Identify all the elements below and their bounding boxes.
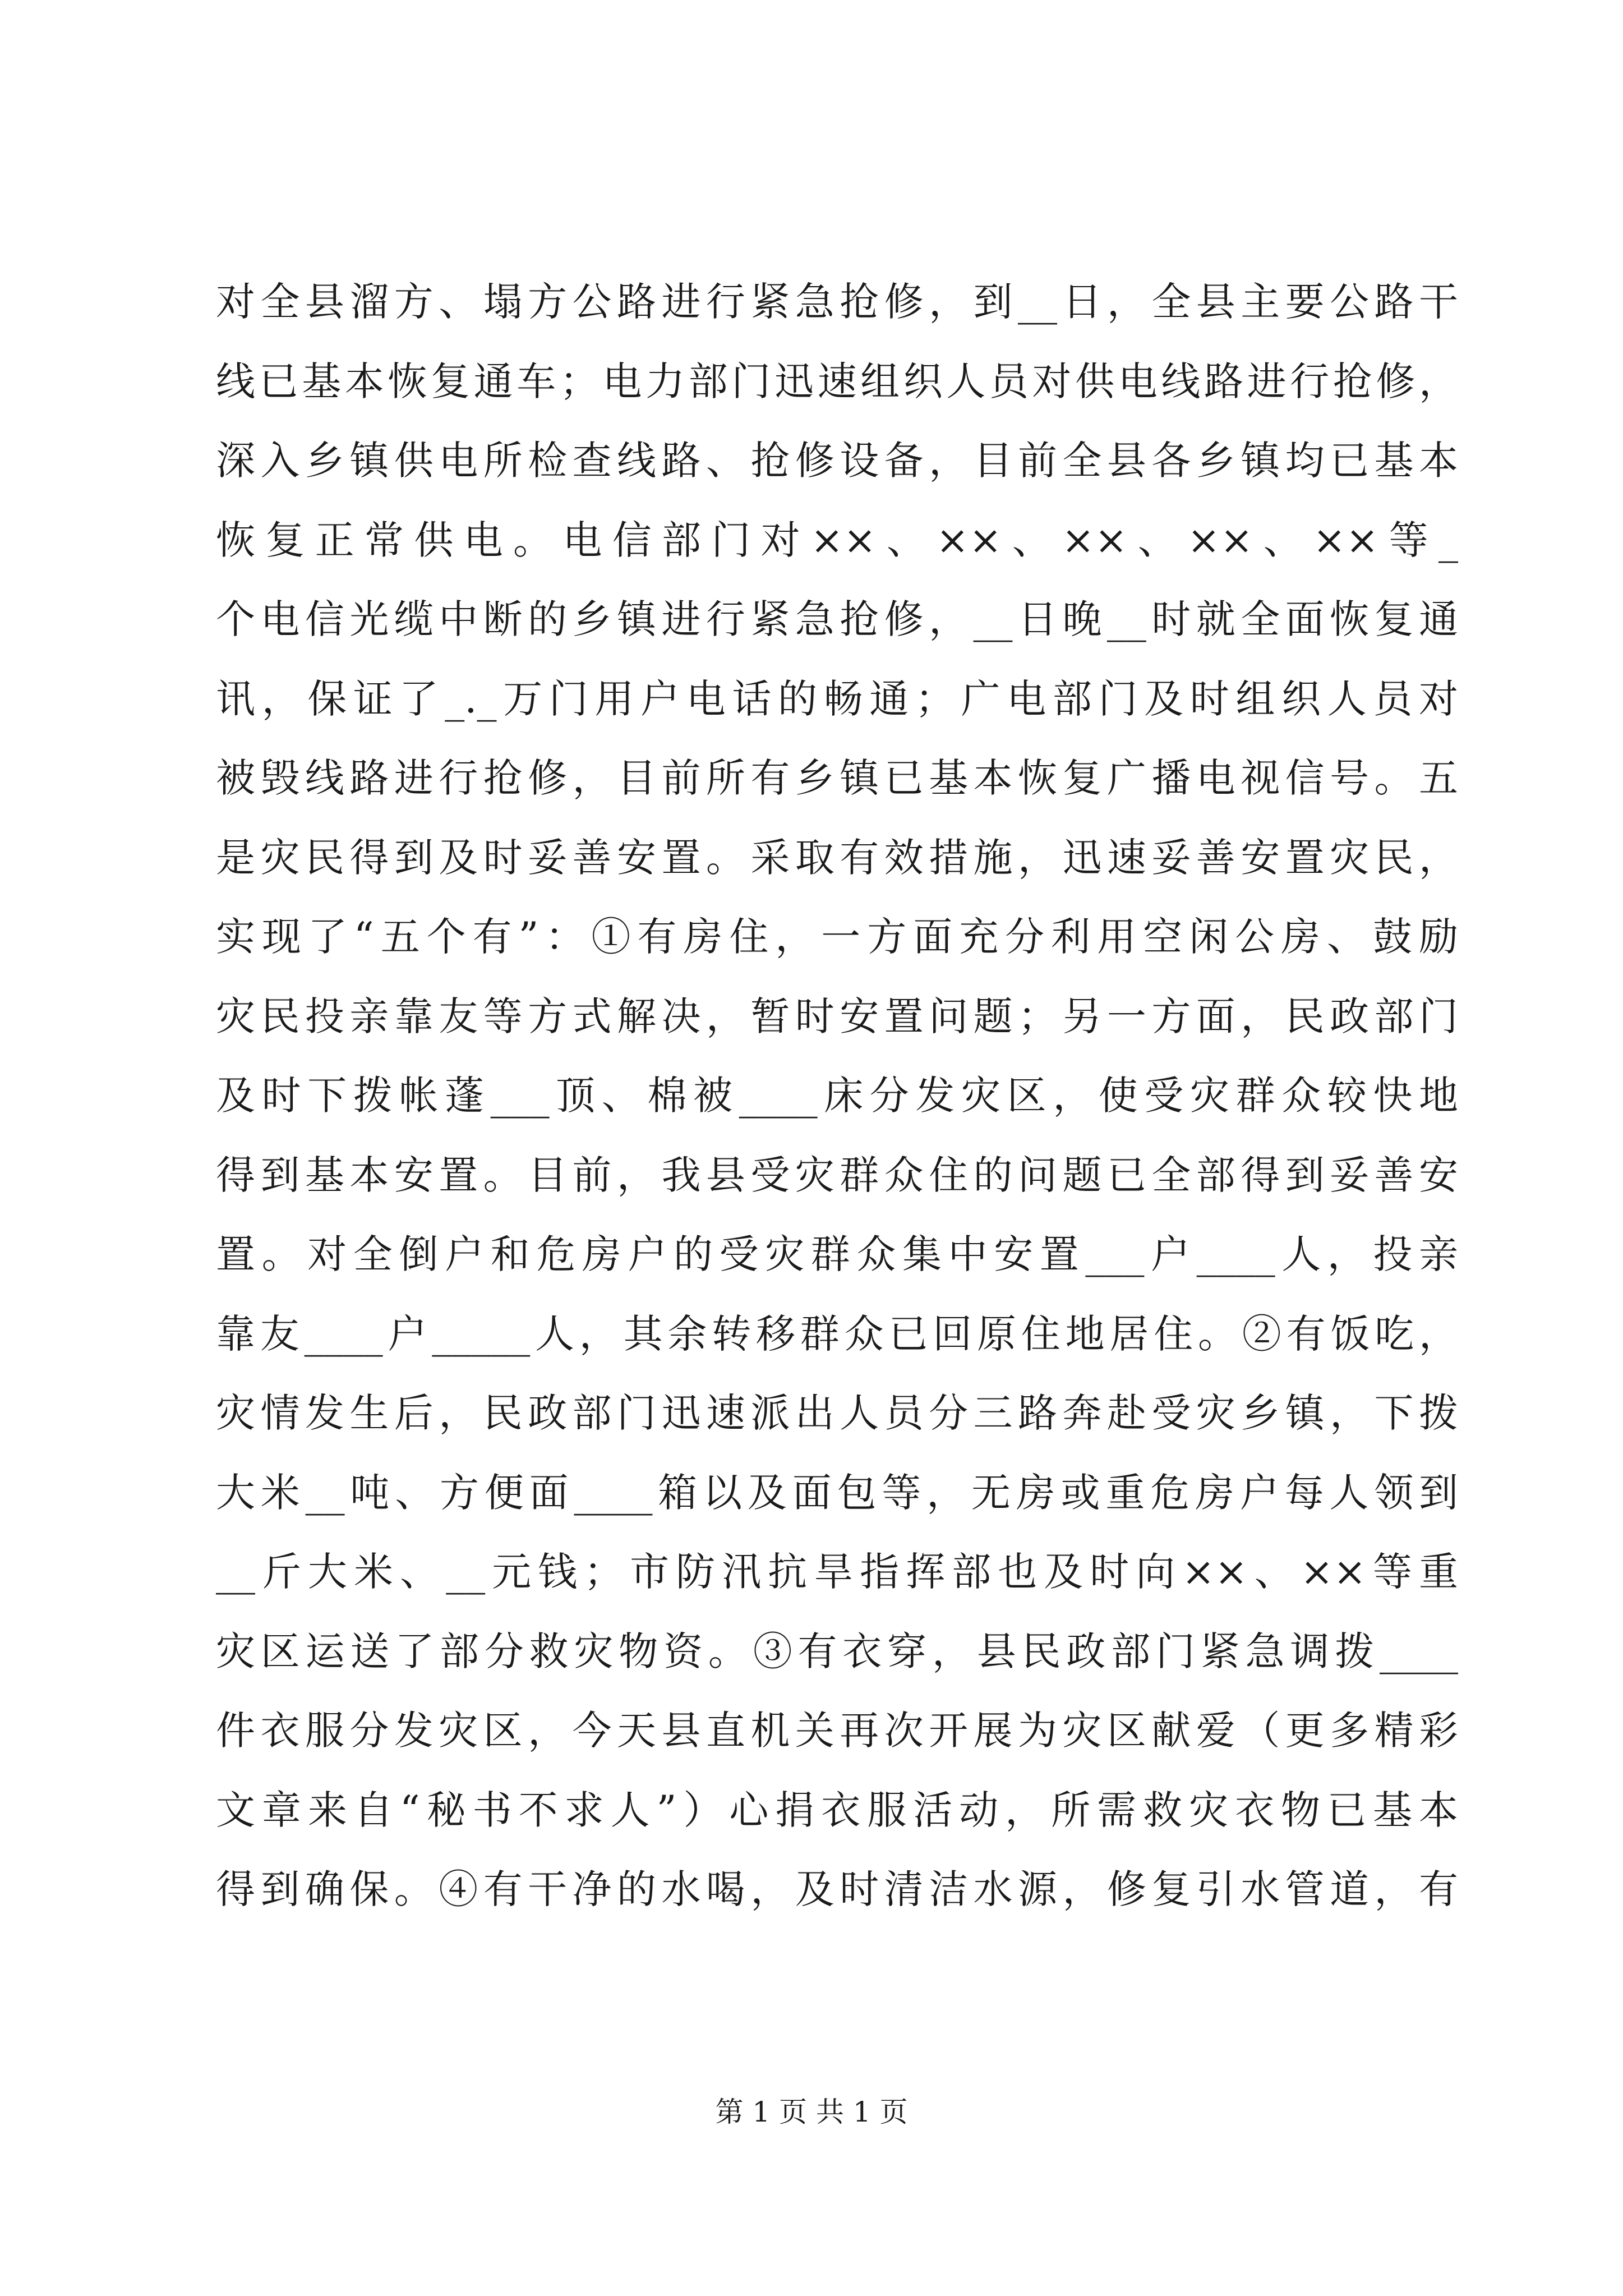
text-line: 深入乡镇供电所检查线路、抢修设备，目前全县各乡镇均已基本 (216, 438, 1458, 484)
text-line: 线已基本恢复通车；电力部门迅速组织人员对供电线路进行抢修， (216, 358, 1458, 404)
text-line: 个电信光缆中断的乡镇进行紧急抢修，__日晚__时就全面恢复通 (216, 596, 1458, 642)
text-line: 置。对全倒户和危房户的受灾群众集中安置___户____人，投亲 (216, 1231, 1458, 1277)
text-line: 恢复正常供电。电信部门对××、××、××、××、××等_ (216, 517, 1458, 563)
page-number-footer: 第 1 页 共 1 页 (715, 2096, 908, 2128)
text-line: 灾情发生后，民政部门迅速派出人员分三路奔赴受灾乡镇，下拨 (216, 1390, 1458, 1436)
document-body (216, 263, 1458, 1930)
text-line: 得到基本安置。目前，我县受灾群众住的问题已全部得到妥善安 (216, 1152, 1458, 1198)
text-line: 文章来自“秘书不求人”）心捐衣服活动，所需救灾衣物已基本 (216, 1787, 1458, 1833)
text-line: 灾民投亲靠友等方式解决，暂时安置问题；另一方面，民政部门 (216, 993, 1458, 1039)
text-line: 对全县溜方、塌方公路进行紧急抢修，到__日，全县主要公路干 (216, 279, 1458, 325)
text-line: 大米__吨、方便面____箱以及面包等，无房或重危房户每人领到 (216, 1469, 1458, 1516)
text-line: __斤大米、__元钱；市防汛抗旱指挥部也及时向××、××等重 (216, 1549, 1458, 1595)
text-line: 被毁线路进行抢修，目前所有乡镇已基本恢复广播电视信号。五 (216, 755, 1458, 801)
text-line: 件衣服分发灾区，今天县直机关再次开展为灾区献爱（更多精彩 (216, 1708, 1458, 1754)
text-line: 靠友____户_____人，其余转移群众已回原住地居住。②有饭吃， (216, 1310, 1458, 1357)
text-line: 及时下拨帐蓬___顶、棉被____床分发灾区，使受灾群众较快地 (216, 1073, 1458, 1119)
text-line: 讯，保证了_._万门用户电话的畅通；广电部门及时组织人员对 (216, 675, 1458, 722)
text-line: 实现了“五个有”：①有房住，一方面充分利用空闲公房、鼓励 (216, 914, 1458, 960)
text-line: 得到确保。④有干净的水喝，及时清洁水源，修复引水管道，有 (216, 1866, 1458, 1912)
text-line: 灾区运送了部分救灾物资。③有衣穿，县民政部门紧急调拨____ (216, 1628, 1458, 1674)
text-line: 是灾民得到及时妥善安置。采取有效措施，迅速妥善安置灾民， (216, 834, 1458, 881)
